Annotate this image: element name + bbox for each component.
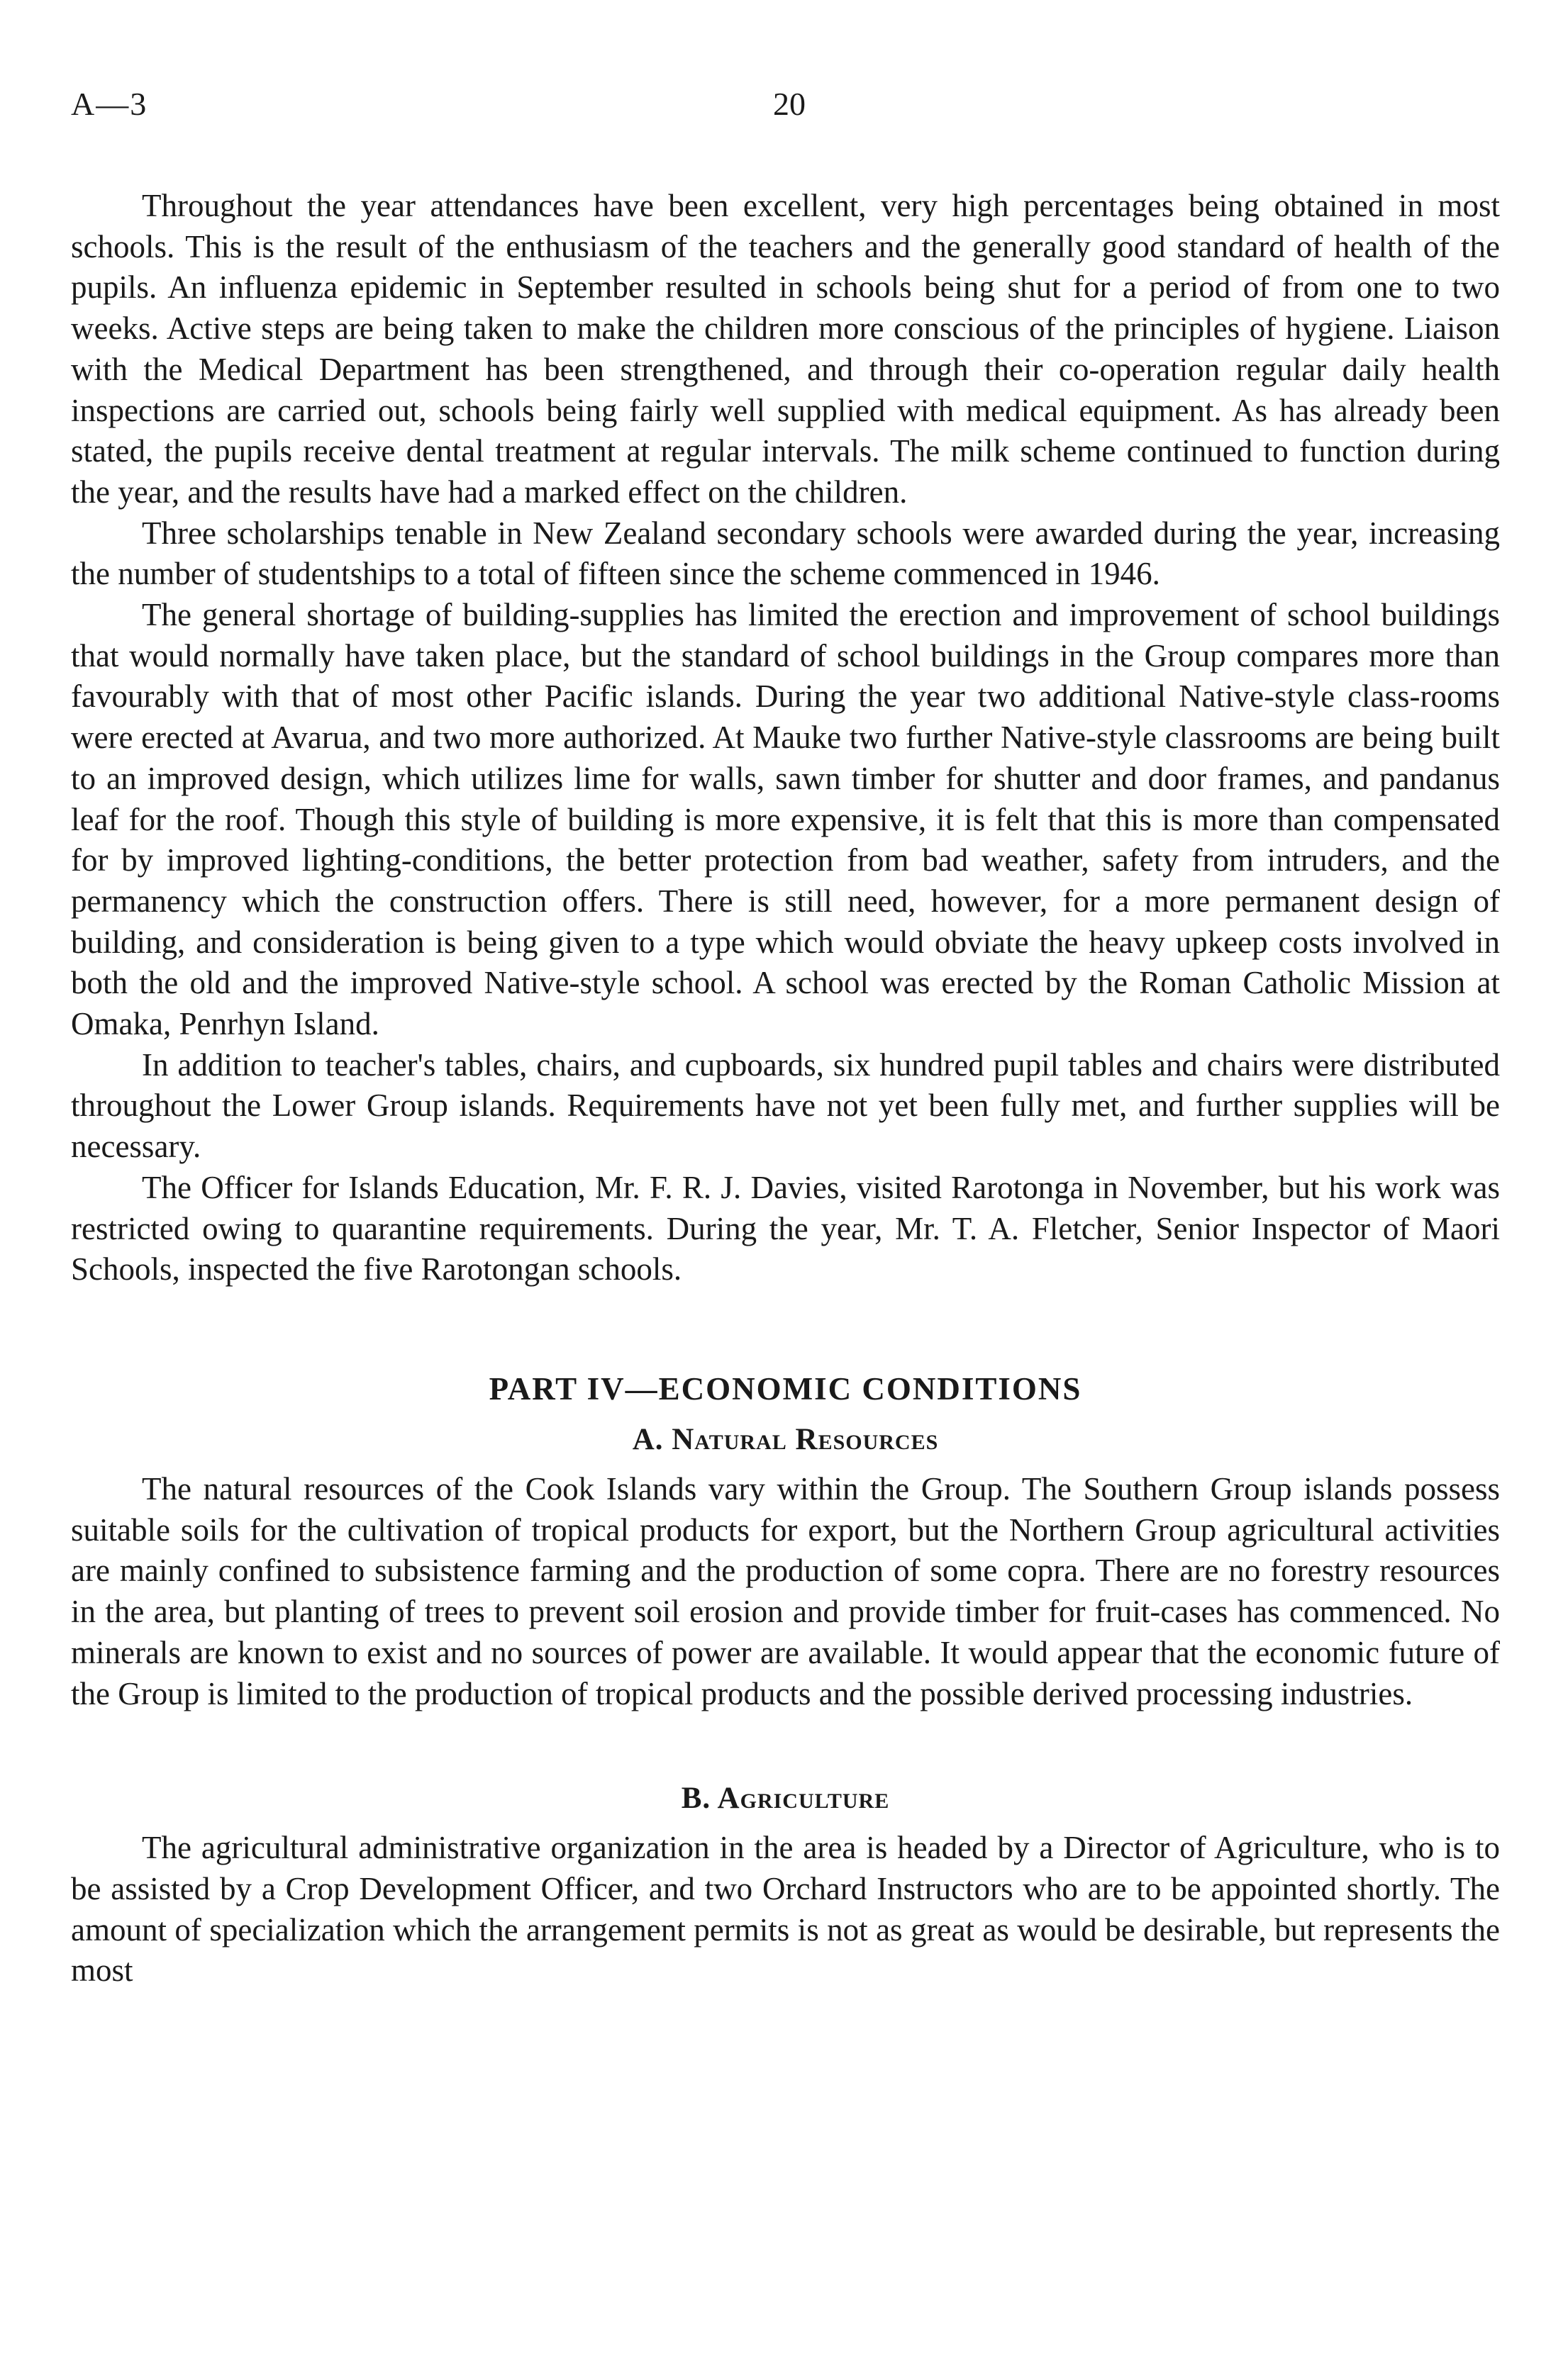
- body-text: [71, 186, 1500, 1991]
- page-number: 20: [773, 86, 806, 122]
- paragraph-agriculture: The agricultural administrative organization in the area is headed by a Director of Agriculture, who is to be assisted by a Crop Development Officer, and two Orchard Instructors who are to be appointed shortly. The amount of specialization which the arrangement permits is not as great as would be desirable, but represents the most: [71, 1830, 1500, 1989]
- paragraph-scholarships: Three scholarships tenable in New Zealand secondary schools were awarded during the year, increasing the number of studentships to a total of fifteen since the scheme commenced in 1946.: [71, 515, 1500, 592]
- section-heading-agriculture: B. Agriculture: [681, 1782, 890, 1816]
- paragraph-furniture: In addition to teacher's tables, chairs, and cupboards, six hundred pupil tables and chairs were distributed throughout the Lower Group islands. Requirements have not yet been fully met, and further supplies will be necessary.: [71, 1046, 1500, 1165]
- part-title: PART IV—ECONOMIC CONDITIONS: [489, 1370, 1082, 1407]
- paragraph-attendance: Throughout the year attendances have been excellent, very high percentages being obtained in most schools. This is the result of the enthusiasm of the teachers and the generally good standard of health of the pupils. An influenza epidemic in September resulted in schools being shut for a period of from one to two weeks. Active steps are being taken to make the children more conscious of the principles of hygiene. Liaison with the Medical Department has been strengthened, and through their co-operation regular daily health inspections are carried out, schools being fairly well supplied with medical equipment. As has already been stated, the pupils receive dental treatment at regular intervals. The milk scheme continued to function during the year, and the results have had a marked effect on the children.: [71, 188, 1500, 510]
- page-header: [71, 85, 1500, 142]
- page-reference: A—3: [71, 86, 148, 122]
- paragraph-natural-resources: The natural resources of the Cook Islands vary within the Group. The Southern Group islands possess suitable soils for the cultivation of tropical products for export, but the Northern Group agricultural activities are mainly confined to subsistence farming and the production of some copra. There are no forestry resources in the area, but planting of trees to prevent soil erosion and provide timber for fruit-cases has commenced. No minerals are known to exist and no sources of power are available. It would appear that the economic future of the Group is limited to the production of tropical products and the possible derived processing industries.: [71, 1470, 1500, 1711]
- paragraph-inspection: The Officer for Islands Education, Mr. F. R. J. Davies, visited Rarotonga in November, but his work was restricted owing to quarantine requirements. During the year, Mr. T. A. Fletcher, Senior Inspector of Maori Schools, inspected the five Rarotongan schools.: [71, 1169, 1500, 1287]
- paragraph-buildings: The general shortage of building-supplies has limited the erection and improvement of school buildings that would normally have taken place, but the standard of school buildings in the Group compares more than favourably with that of most other Pacific islands. During the year two additional Native-style class-rooms were erected at Avarua, and two more authorized. At Mauke two further Native-style classrooms are being built to an improved design, which utilizes lime for walls, sawn timber for shutter and door frames, and pandanus leaf for the roof. Though this style of building is more expensive, it is felt that this is more than compensated for by improved lighting-conditions, the better protection from bad weather, safety from intruders, and the permanency which the construction offers. There is still need, however, for a more permanent design of building, and consideration is being given to a type which would obviate the heavy upkeep costs involved in both the old and the improved Native-style school. A school was erected by the Roman Catholic Mission at Omaka, Penrhyn Island.: [71, 597, 1500, 1042]
- section-heading-natural-resources: A. Natural Resources: [632, 1422, 939, 1456]
